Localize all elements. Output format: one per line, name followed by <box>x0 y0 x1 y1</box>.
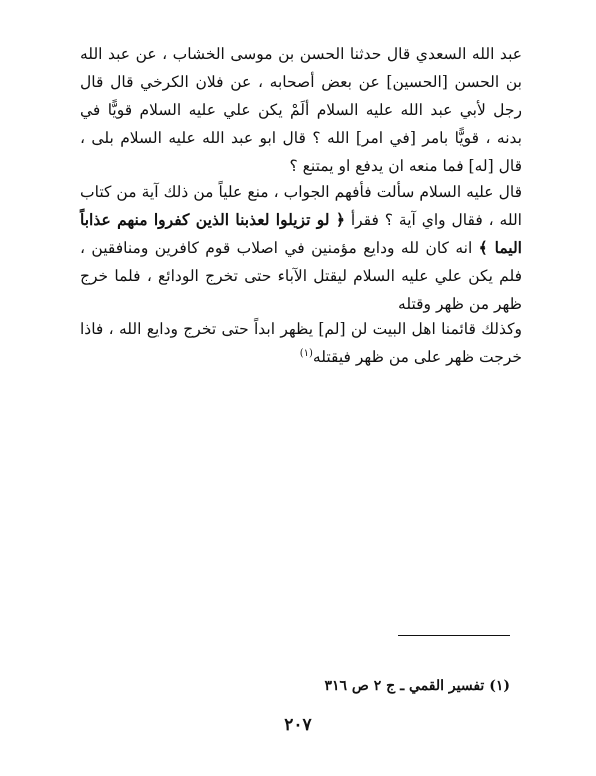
paragraph-2 <box>80 178 522 318</box>
paragraph-1-text: عبد الله السعدي قال حدثنا الحسن بن موسى الخشاب ، عن عبد الله بن الحسن [الحسين] عن بعض أصحابه ، عن فلان الكرخي قال قال رجل لأبي عبد الله عليه السلام ألَمْ يكن علي عليه السلام قويًّا في بدنه ، قويًّا بامر [في امر] الله ؟ قال ابو عبد الله عليه السلام بلى ، قال [له] فما منعه ان يدفع او يمتنع ؟ <box>80 45 522 175</box>
footnote-marker: (١) <box>299 347 313 359</box>
quran-verse-quote: ﴿ لو تزيلوا لعذبنا الذين كفروا منهم عذاباً اليما ﴾ <box>80 210 522 257</box>
paragraph-3-text: وكذلك قائمنا اهل البيت لن [لم] يظهر ابداً حتى تخرج ودايع الله ، فاذا خرجت ظهر على من ظهر فيقتله <box>80 320 522 366</box>
paragraph-1 <box>80 40 522 180</box>
footnote: (١) تفسير القمي ـ ج ٢ ص ٣١٦ <box>324 678 510 694</box>
paragraph-3 <box>80 315 522 371</box>
page-number: ٢٠٧ <box>284 715 312 735</box>
footnote-separator <box>398 635 510 636</box>
paragraph-2-text-after: انه كان لله ودايع مؤمنين في اصلاب قوم كافرين ومنافقين ، فلم يكن علي عليه السلام ليقتل الآباء حتى تخرج الودائع ، فلما خرج ظهر من ظهر وقتله <box>80 239 522 313</box>
paragraph-2-text-before: قال عليه السلام سألت فأفهم الجواب ، منع علياً من ذلك آية من كتاب الله ، فقال واي آية ؟ فقرأ <box>80 183 522 229</box>
